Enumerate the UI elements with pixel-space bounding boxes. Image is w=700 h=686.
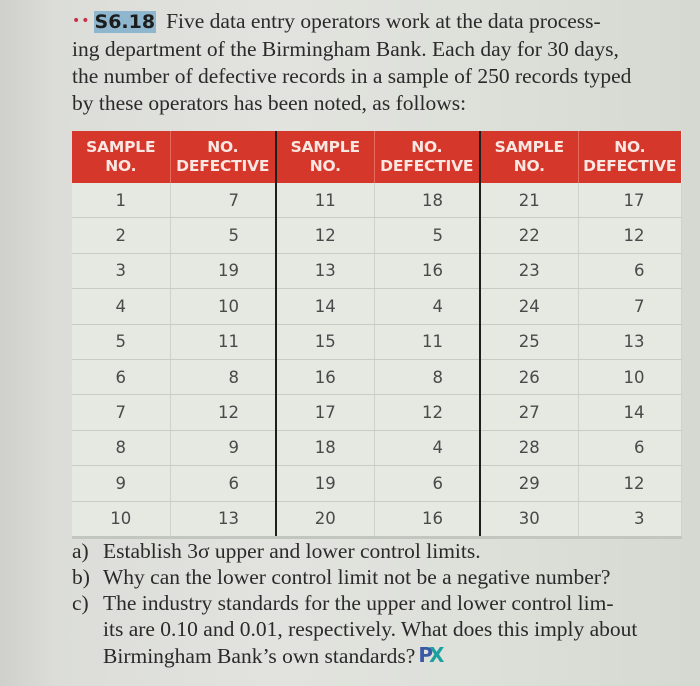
intro-line-3: the number of defective records in a sample of 250 records typed — [72, 64, 632, 88]
defective-cell: 5 — [170, 218, 276, 253]
question-list — [72, 538, 694, 669]
sample-no-cell: 8 — [72, 430, 170, 465]
sample-no-cell: 14 — [276, 289, 374, 324]
table-row — [72, 395, 681, 430]
sample-no-cell: 10 — [72, 501, 170, 537]
sample-no-cell: 22 — [480, 218, 578, 253]
sample-no-cell: 28 — [480, 430, 578, 465]
defective-cell: 10 — [578, 359, 681, 394]
header-sample-no: SAMPLE NO. — [72, 131, 170, 183]
sample-no-cell: 17 — [276, 395, 374, 430]
defective-cell: 3 — [578, 501, 681, 537]
defective-cell: 19 — [170, 253, 276, 288]
header-no-defective: NO. DEFECTIVE — [170, 131, 276, 183]
defective-cell: 10 — [170, 289, 276, 324]
defective-cell: 13 — [578, 324, 681, 359]
table-header-row — [72, 131, 681, 183]
defective-cell: 4 — [374, 430, 480, 465]
defective-cell: 18 — [374, 183, 480, 218]
question-label: c) — [72, 591, 89, 615]
defective-cell: 13 — [170, 501, 276, 537]
sample-no-cell: 30 — [480, 501, 578, 537]
difficulty-dots-icon: •• — [72, 13, 91, 29]
defective-cell: 11 — [170, 324, 276, 359]
table-row — [72, 501, 681, 537]
defective-cell: 12 — [578, 218, 681, 253]
header-no-defective: NO. DEFECTIVE — [578, 131, 681, 183]
defective-cell: 16 — [374, 501, 480, 537]
defective-cell: 8 — [374, 359, 480, 394]
sample-no-cell: 20 — [276, 501, 374, 537]
table-row — [72, 253, 681, 288]
sample-no-cell: 19 — [276, 466, 374, 501]
defective-cell: 6 — [374, 466, 480, 501]
defective-cell: 9 — [170, 430, 276, 465]
intro-line-1: •• S6.18 Five data entry operators work at the data process- — [72, 9, 601, 33]
sample-no-cell: 21 — [480, 183, 578, 218]
defective-cell: 7 — [578, 289, 681, 324]
sample-no-cell: 27 — [480, 395, 578, 430]
intro-line-2: ing department of the Birmingham Bank. Each day for 30 days, — [72, 37, 619, 61]
sample-no-cell: 18 — [276, 430, 374, 465]
defective-cell: 12 — [578, 466, 681, 501]
sample-no-cell: 25 — [480, 324, 578, 359]
table-row — [72, 183, 681, 218]
table-row — [72, 324, 681, 359]
header-no-defective: NO. DEFECTIVE — [374, 131, 480, 183]
question-text: Establish 3σ upper and lower control limits. — [103, 539, 481, 563]
question-label: a) — [72, 539, 89, 563]
defective-cell: 5 — [374, 218, 480, 253]
problem-statement — [72, 8, 694, 117]
defective-cell: 16 — [374, 253, 480, 288]
sample-no-cell: 24 — [480, 289, 578, 324]
question-text: The industry standards for the upper and lower control lim- — [103, 591, 614, 615]
question-text: Why can the lower control limit not be a negative number? — [103, 565, 611, 589]
defective-cell: 12 — [170, 395, 276, 430]
sample-no-cell: 29 — [480, 466, 578, 501]
sample-no-cell: 11 — [276, 183, 374, 218]
sample-no-cell: 12 — [276, 218, 374, 253]
defective-cell: 6 — [578, 430, 681, 465]
question-label: b) — [72, 565, 90, 589]
sample-no-cell: 6 — [72, 359, 170, 394]
table-row — [72, 430, 681, 465]
sample-no-cell: 26 — [480, 359, 578, 394]
defective-cell: 8 — [170, 359, 276, 394]
defective-cell: 17 — [578, 183, 681, 218]
question-c — [72, 590, 694, 669]
defective-cell: 6 — [170, 466, 276, 501]
sample-no-cell: 4 — [72, 289, 170, 324]
header-sample-no: SAMPLE NO. — [480, 131, 578, 183]
question-text: its are 0.10 and 0.01, respectively. What does this imply about — [103, 617, 638, 641]
sample-no-cell: 7 — [72, 395, 170, 430]
table-body — [72, 183, 681, 537]
defective-cell: 4 — [374, 289, 480, 324]
sample-no-cell: 9 — [72, 466, 170, 501]
sample-no-cell: 2 — [72, 218, 170, 253]
defective-cell: 6 — [578, 253, 681, 288]
sample-no-cell: 16 — [276, 359, 374, 394]
px-practice-icon[interactable]: PX — [418, 643, 441, 667]
table-row — [72, 466, 681, 501]
sample-no-cell: 3 — [72, 253, 170, 288]
header-sample-no: SAMPLE NO. — [276, 131, 374, 183]
question-a — [72, 538, 694, 564]
sample-no-cell: 23 — [480, 253, 578, 288]
defective-cell: 12 — [374, 395, 480, 430]
intro-line-4: by these operators has been noted, as follows: — [72, 91, 467, 115]
defective-cell: 7 — [170, 183, 276, 218]
sample-no-cell: 15 — [276, 324, 374, 359]
defective-cell: 14 — [578, 395, 681, 430]
table-row — [72, 359, 681, 394]
sample-no-cell: 5 — [72, 324, 170, 359]
problem-number: S6.18 — [94, 11, 156, 33]
question-b — [72, 564, 694, 590]
table-row — [72, 289, 681, 324]
sample-no-cell: 13 — [276, 253, 374, 288]
sample-no-cell: 1 — [72, 183, 170, 218]
question-text-last: Birmingham Bank’s own standards? PX — [103, 643, 441, 668]
table-row — [72, 218, 681, 253]
defective-cell: 11 — [374, 324, 480, 359]
defective-records-table — [72, 131, 682, 539]
